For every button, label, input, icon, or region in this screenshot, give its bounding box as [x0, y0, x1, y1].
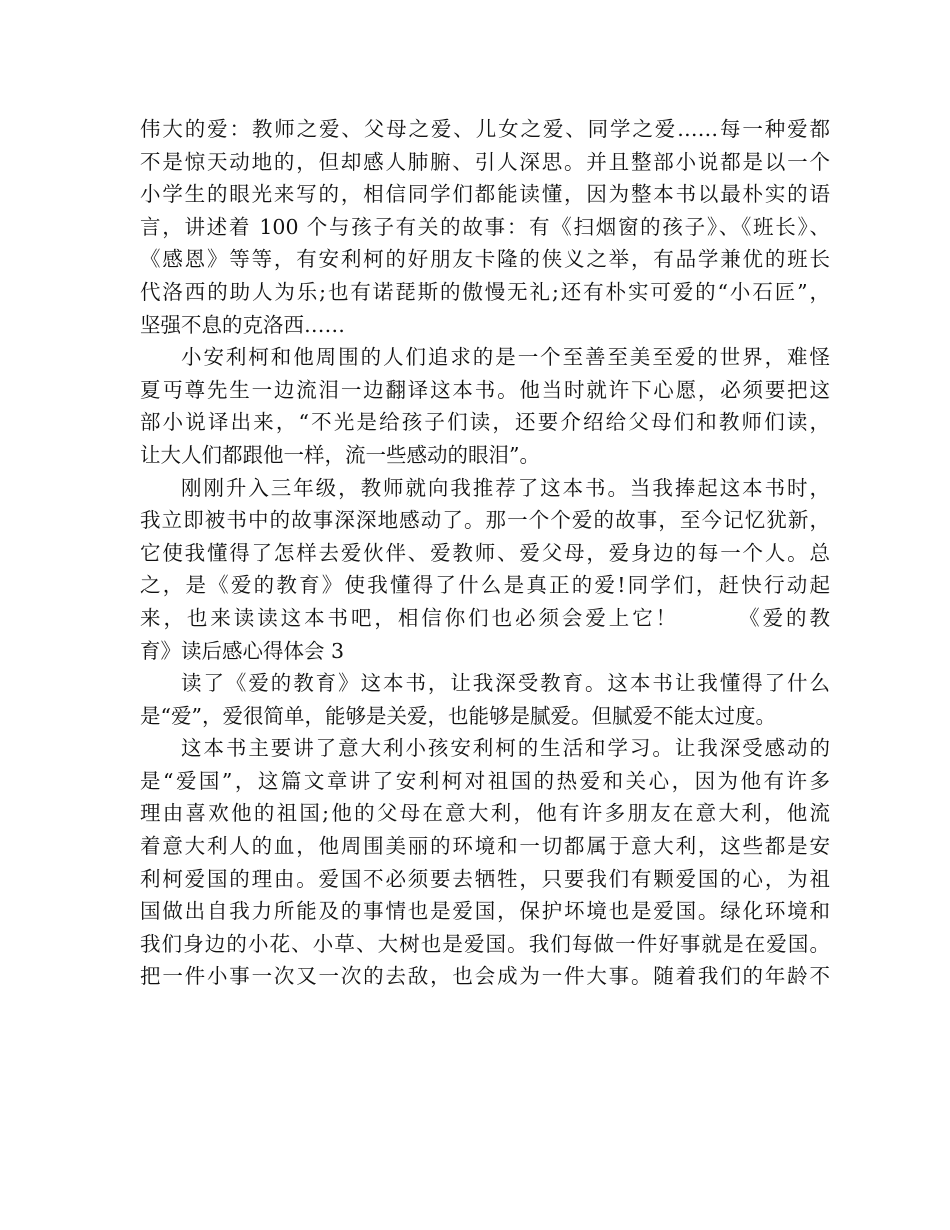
- text-line: 是“爱”，爱很简单，能够是关爱，也能够是腻爱。但腻爱不能太过度。: [140, 703, 776, 728]
- text-line: 小学生的眼光来写的，相信同学们都能读懂，因为整本书以最朴实的语: [140, 182, 830, 207]
- text-line: 我立即被书中的故事深深地感动了。那一个个爱的故事，至今记忆犹新，: [140, 508, 830, 533]
- text-line: 部小说译出来，“不光是给孩子们读，还要介绍给父母们和教师们读，: [140, 410, 830, 435]
- text-line: 代洛西的助人为乐;也有诺琵斯的傲慢无礼;还有朴实可爱的“小石匠”，: [140, 279, 830, 304]
- text-line: 小安利柯和他周围的人们追求的是一个至善至美至爱的世界，难怪: [181, 345, 830, 370]
- text-line: 不是惊天动地的，但却感人肺腑、引人深思。并且整部小说都是以一个: [140, 149, 830, 174]
- text-line: 把一件小事一次又一次的去敌，也会成为一件大事。随着我们的年龄不: [140, 964, 830, 989]
- text-line: 理由喜欢他的祖国;他的父母在意大利，他有许多朋友在意大利，他流: [140, 801, 830, 826]
- text-line: 夏丏尊先生一边流泪一边翻译这本书。他当时就许下心愿，必须要把这: [140, 377, 830, 402]
- text-line: 言，讲述着 100 个与孩子有关的故事：有《扫烟窗的孩子》、《班长》、: [140, 214, 830, 239]
- text-line: 伟大的爱：教师之爱、父母之爱、儿女之爱、同学之爱……每一种爱都: [140, 117, 830, 141]
- text-line: 利柯爱国的理由。爱国不必须要去牺牲，只要我们有颗爱国的心，为祖: [140, 866, 830, 891]
- text-line: 来，也来读读这本书吧，相信你们也必须会爱上它！ 《爱的教: [140, 605, 830, 630]
- text-line: 《感恩》等等，有安利柯的好朋友卡隆的侠义之举，有品学兼优的班长: [140, 247, 830, 272]
- body-text: [140, 113, 830, 993]
- text-line: 之，是《爱的教育》使我懂得了什么是真正的爱!同学们，赶快行动起: [140, 573, 830, 598]
- text-line: 读了《爱的教育》这本书，让我深受教育。这本书让我懂得了什么: [181, 671, 830, 696]
- text-line: 它使我懂得了怎样去爱伙伴、爱教师、爱父母，爱身边的每一个人。总: [140, 540, 830, 565]
- text-line: 着意大利人的血，他周围美丽的环境和一切都属于意大利，这些都是安: [140, 834, 830, 859]
- text-line: 我们身边的小花、小草、大树也是爱国。我们每做一件好事就是在爱国。: [140, 931, 830, 956]
- text-line: 育》读后感心得体会 3: [140, 638, 345, 663]
- text-line: 是“爱国”，这篇文章讲了安利柯对祖国的热爱和关心，因为他有许多: [140, 768, 830, 793]
- text-line: 这本书主要讲了意大利小孩安利柯的生活和学习。让我深受感动的: [181, 736, 830, 761]
- text-line: 国做出自我力所能及的事情也是爱国，保护坏境也是爱国。绿化环境和: [140, 899, 830, 924]
- text-line: 刚刚升入三年级，教师就向我推荐了这本书。当我捧起这本书时，: [181, 475, 830, 500]
- text-line: 让大人们都跟他一样，流一些感动的眼泪”。: [140, 442, 540, 467]
- text-line: 坚强不息的克洛西……: [140, 312, 345, 337]
